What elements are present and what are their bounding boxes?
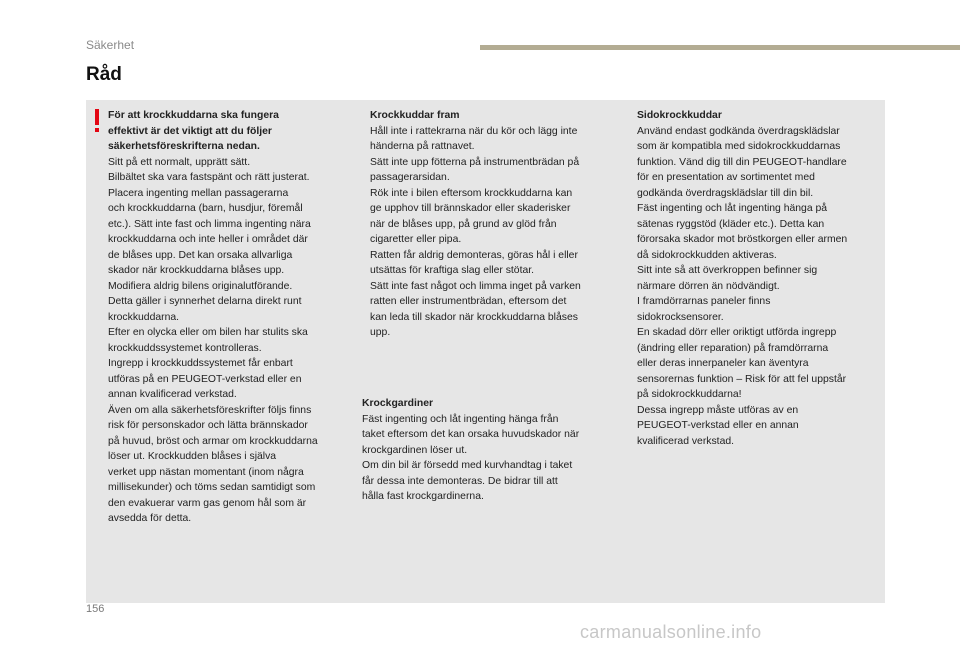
- text-line: krockkuddssystemet kontrolleras.: [108, 342, 262, 354]
- text-line: Ingrepp i krockkuddssystemet får enbart: [108, 358, 293, 369]
- text-line: sätenas ryggstöd (kläder etc.). Detta kan: [637, 218, 825, 230]
- general-advice-column: [108, 108, 354, 527]
- text-line: I framdörrarnas paneler finns: [637, 296, 771, 307]
- text-line: förorsaka skador mot bröstkorgen eller armen: [637, 234, 848, 245]
- text-line: avsedda för detta.: [108, 513, 192, 524]
- text-line: upp.: [370, 327, 391, 338]
- text-line: Placera ingenting mellan passagerarna: [108, 187, 289, 199]
- text-line: ge upphov till brännskador eller skaderisker: [370, 203, 571, 214]
- text-line: Om din bil är försedd med kurvhandtag i taket: [362, 460, 573, 471]
- text-line: skador när krockkuddarna blåses upp.: [108, 265, 285, 276]
- text-line: Fäst ingenting och låt ingenting hänga på: [637, 203, 828, 214]
- text-line: taket eftersom det kan orsaka huvudskador när: [362, 429, 580, 440]
- text-line: funktion. Vänd dig till din PEUGEOT-handlare: [637, 156, 847, 168]
- text-line: utsättas för kraftiga slag eller stötar.: [370, 265, 535, 276]
- text-line: annan kvalificerad verkstad.: [108, 389, 237, 400]
- text-line: Ratten får aldrig demonteras, göras hål i eller: [370, 249, 578, 261]
- text-line: etc.). Sätt inte fast och limma ingenting nära: [108, 218, 311, 230]
- text-line: Modifiera aldrig bilens originalutförande.: [108, 280, 293, 292]
- text-line: hålla fast krockgardinerna.: [362, 491, 484, 502]
- text-line: som är kompatibla med sidokrockkuddarnas: [637, 141, 841, 152]
- text-line: cigaretter eller pipa.: [370, 234, 462, 245]
- curtain-airbags-heading: Krockgardiner: [362, 398, 434, 409]
- side-airbags-column: [637, 108, 885, 449]
- header-bar: [480, 45, 960, 50]
- side-airbags-body: [637, 124, 885, 450]
- text-line: den evakuerar varm gas genom hål som är: [108, 497, 307, 509]
- exclamation-icon: [92, 108, 102, 134]
- text-line: sidokrocksensorer.: [637, 311, 724, 323]
- text-line: löser ut. Krockkudden blåses i själva: [108, 451, 277, 462]
- text-line: för en presentation av sortimentet med: [637, 172, 815, 183]
- text-line: utföras på en PEUGEOT-verkstad eller en: [108, 373, 302, 385]
- text-line: Sitt på ett normalt, upprätt sätt.: [108, 156, 251, 168]
- page-title: Råd: [86, 64, 122, 85]
- general-advice-lead: [108, 108, 354, 155]
- text-line: passagerarsidan.: [370, 172, 450, 183]
- text-line: Använd endast godkända överdragsklädslar: [637, 125, 840, 137]
- front-airbags-body: [370, 124, 618, 341]
- text-line: Detta gäller i synnerhet delarna direkt runt: [108, 296, 302, 307]
- text-line: För att krockkuddarna ska fungera: [108, 110, 279, 121]
- text-line: Bilbältet ska vara fastspänt och rätt justerat.: [108, 172, 310, 183]
- text-line: närmare dörren än nödvändigt.: [637, 280, 780, 292]
- page-number: 156: [86, 603, 105, 615]
- text-line: eller deras innerpaneler kan äventyra: [637, 358, 809, 369]
- text-line: på sidokrockkuddarna!: [637, 389, 742, 400]
- text-line: Sätt inte upp fötterna på instrumentbrädan på: [370, 156, 580, 168]
- text-line: risk för personskador och lätta brännskador: [108, 420, 308, 431]
- text-line: Sitt inte så att överkroppen befinner sig: [637, 265, 818, 276]
- text-line: kvalificerad verkstad.: [637, 435, 735, 447]
- side-airbags-heading: Sidokrockkuddar: [637, 110, 722, 121]
- text-line: Dessa ingrepp måste utföras av en: [637, 404, 799, 416]
- text-line: effektivt är det viktigt att du följer: [108, 125, 272, 137]
- front-airbags-heading: Krockkuddar fram: [370, 110, 460, 121]
- text-line: Rök inte i bilen eftersom krockkuddarna kan: [370, 187, 573, 199]
- text-line: (ändring eller reparation) på framdörrarna: [637, 342, 829, 354]
- text-line: och krockkuddarna (barn, husdjur, föremål: [108, 203, 303, 214]
- text-line: får dessa inte demonteras. De bidrar till att: [362, 475, 558, 487]
- text-line: millisekunder) och töms sedan samtidigt som: [108, 482, 316, 493]
- text-line: krockkuddarna och inte heller i området där: [108, 234, 308, 245]
- text-line: ratten eller instrumentbrädan, eftersom det: [370, 296, 567, 307]
- text-line: Även om alla säkerhetsföreskrifter följs finns: [108, 404, 312, 416]
- section-label: Säkerhet: [86, 38, 135, 52]
- text-line: godkända överdragsklädslar till din bil.: [637, 187, 814, 199]
- text-line: Håll inte i rattekrarna när du kör och lägg inte: [370, 125, 578, 137]
- text-line: krockgardinen löser ut.: [362, 444, 468, 456]
- watermark: carmanualsonline.info: [580, 622, 762, 642]
- text-line: krockkuddarna.: [108, 311, 180, 323]
- front-airbags-column: [370, 108, 618, 341]
- text-line: då sidokrockkudden aktiveras.: [637, 249, 777, 261]
- text-line: kan leda till skador när krockkuddarna blåses: [370, 311, 578, 323]
- general-advice-body: [108, 155, 354, 527]
- text-line: Fäst ingenting och låt ingenting hänga från: [362, 413, 559, 425]
- text-line: när de blåses upp, på grund av glöd från: [370, 218, 557, 230]
- text-line: säkerhetsföreskrifterna nedan.: [108, 141, 260, 152]
- text-line: Sätt inte fast något och limma inget på varken: [370, 280, 581, 292]
- text-line: händerna på rattnavet.: [370, 141, 475, 152]
- text-line: verket upp nästan momentant (inom några: [108, 466, 304, 478]
- text-line: Efter en olycka eller om bilen har stulits ska: [108, 327, 308, 338]
- text-line: PEUGEOT-verkstad eller en annan: [637, 420, 799, 431]
- curtain-airbags-body: [362, 412, 618, 505]
- text-line: på huvud, bröst och armar om krockkuddarna: [108, 435, 318, 447]
- text-line: En skadad dörr eller oriktigt utförda ingrepp: [637, 327, 837, 338]
- curtain-airbags-column: [362, 396, 618, 505]
- text-line: de blåses upp. Det kan orsaka allvarliga: [108, 249, 293, 261]
- text-line: sensorernas funktion – Risk för att fel uppstår: [637, 373, 847, 385]
